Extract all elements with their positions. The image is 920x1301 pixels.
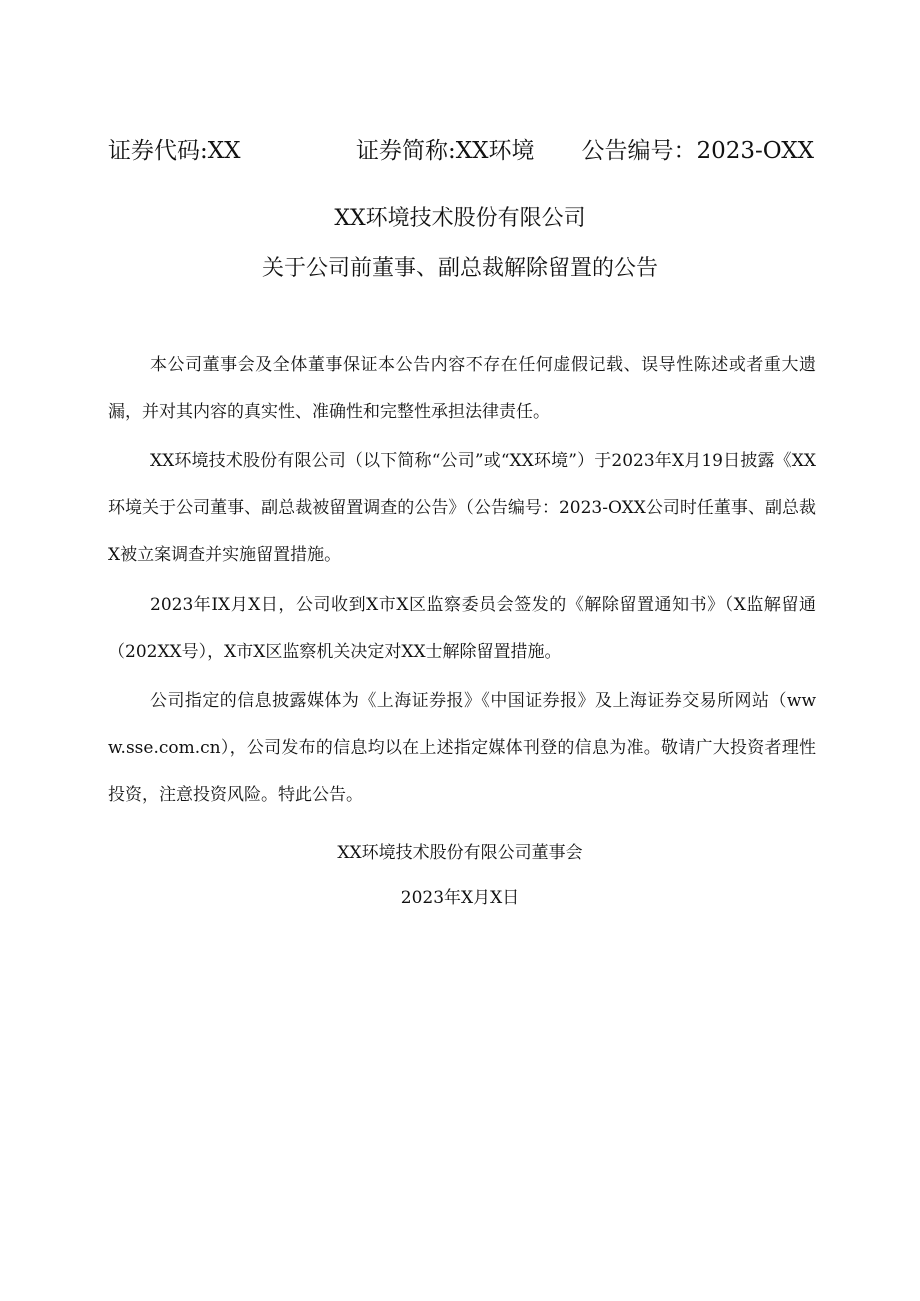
paragraph-background: XX环境技术股份有限公司（以下简称“公司”或“XX环境”）于2023年X月19日披露《XX环境关于公司董事、副总裁被留置调查的公告》（公告编号：2023-OXX公司时任董事、副总裁X被立案调查并实施留置措施。 <box>108 451 816 565</box>
paragraph-disclosure-media: 公司指定的信息披露媒体为《上海证券报》《中国证券报》及上海证券交易所网站（www.sse.com.cn），公司发布的信息均以在上述指定媒体刊登的信息为准。敬请广大投资者理性投资，注意投资风险。特此公告。 <box>108 691 816 805</box>
signature-board: XX环境技术股份有限公司董事会 <box>337 843 583 863</box>
signature-date: 2023年X月X日 <box>400 888 520 908</box>
stock-code: 证券代码:XX <box>108 138 241 164</box>
stock-abbreviation: 证券简称:XX环境 <box>356 138 535 164</box>
paragraph-board-statement: 本公司董事会及全体董事保证本公告内容不存在任何虚假记载、误导性陈述或者重大遗漏，并对其内容的真实性、准确性和完整性承担法律责任。 <box>108 355 816 422</box>
notice-number: 公告编号：2023-OXX <box>581 138 814 164</box>
announcement-title: 关于公司前董事、副总裁解除留置的公告 <box>261 256 658 281</box>
company-title: XX环境技术股份有限公司 <box>334 206 586 231</box>
document-header <box>108 134 814 168</box>
paragraph-release-notice: 2023年IX月X日，公司收到X市X区监察委员会签发的《解除留置通知书》（X监解留通（202XX号），X市X区监察机关决定对XX士解除留置措施。 <box>108 595 816 662</box>
